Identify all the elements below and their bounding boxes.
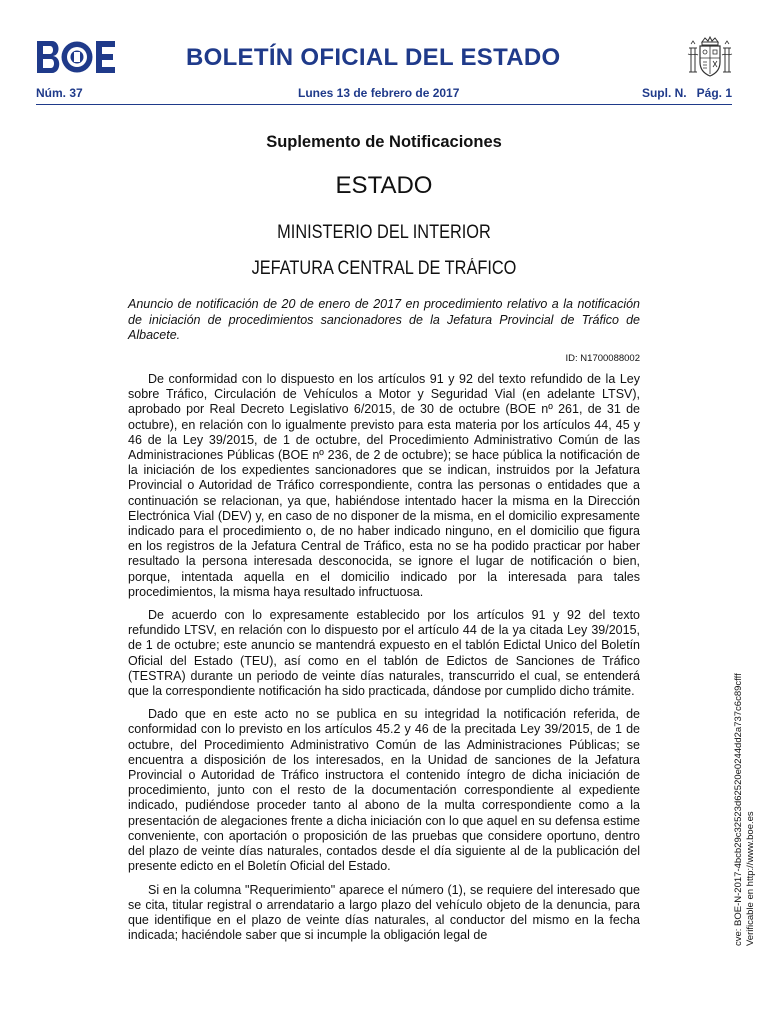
boe-logo-icon — [36, 40, 116, 74]
body-paragraph: De conformidad con lo dispuesto en los artículos 91 y 92 del texto refundido de la Ley sobre Tráfico, Circulación de Vehículos a Motor y Seguridad Vial (en adelante LTSV), aprobado por Real Decreto Legislativo 6/2015, de 30 de octubre (BOE nº 261, de 31 de octubre), en relación con lo igualmente previsto para esta materia por los artículos 44, 45 y 46 de la Ley 39/2015, de 1 de octubre, del Procedimiento Administrativo Común de las Administraciones Públicas (BOE nº 236, de 2 de octubre); se hace pública la notificación de la iniciación de los expedientes sancionadores que se indican, instruidos por la Jefatura Provincial o Autoridad de Tráfico correspondiente, contra las personas o entidades que a continuación se relacionan, ya que, habiéndose intentado hacer la misma en la Dirección Electrónica Vial (DEV) y, en caso de no disponer de la misma, en el domicilio expresamente indicado para el procedimiento o, de no haber indicado ninguno, en el domicilio que figura en los registros de la Jefatura Central de Tráfico, esta no se ha podido practicar por haber resultado la persona interesada desconocida, se ignore el lugar de notificación o bien, porque, intentada aquella en el domicilio indicado por la interesada para tales procedimientos, la misma haya resultado infructuosa. — [128, 372, 640, 599]
spain-coat-of-arms-icon — [686, 36, 734, 82]
supplement-label: Supl. N. — [641, 86, 687, 100]
document-id: ID: N1700088002 — [565, 353, 640, 364]
body-paragraph: De acuerdo con lo expresamente establecido por los artículos 91 y 92 del texto refundido LTSV, en relación con lo dispuesto por el artículo 44 de la ya citada Ley 39/2015, de 1 de octubre; este anuncio se mantendrá expuesto en el tablón Edictal Unico del Boletín Oficial del Estado (TEU), así como en el tablón de Edictos de Sanciones de Tráfico (TESTRA) durante un periodo de veinte días naturales, transcurrido el cual, se entenderá que la correspondiente notificación ha sido practicada, dándose por cumplido dicho trámite. — [128, 608, 640, 699]
page-number: Pág. 1 — [696, 86, 732, 100]
issue-number: Núm. 37 — [36, 86, 83, 100]
supplement-title: Suplemento de Notificaciones — [266, 133, 502, 151]
header-rule — [36, 104, 732, 105]
body-paragraph: Dado que en este acto no se publica en su integridad la notificación referida, de conformidad con lo previsto en los artículos 45.2 y 46 de la precitada Ley 39/2015, de 1 de octubre, del Procedimiento Administrativo Común de las Administraciones Públicas; se encuentra a disposición de los interesados, en la Unidad de sanciones de la Jefatura Provincial o Autoridad de Tráfico instructora el contenido íntegro de dicha iniciación de procedimiento, junto con el resto de la documentación correspondiente al expediente indicado, pudiéndose proceder tanto al abono de la multa correspondiente como a la presentación de alegaciones frente a dicha iniciación con lo que aquel en su defensa estime conveniente, con aportación o proposición de las pruebas que considere oportuno, dentro del plazo de veinte días naturales, contados desde el día siguiente al de la publicación del presente edicto en el Boletín Oficial del Estado. — [128, 707, 640, 874]
document-body — [128, 372, 640, 951]
verification-link[interactable]: Verificable en http://www.boe.es — [745, 811, 756, 946]
section-heading: ESTADO — [335, 172, 433, 199]
page-info — [632, 86, 732, 100]
agency-heading: JEFATURA CENTRAL DE TRÁFICO — [251, 258, 517, 279]
publication-date: Lunes 13 de febrero de 2017 — [298, 86, 460, 100]
bulletin-title: BOLETÍN OFICIAL DEL ESTADO — [186, 44, 561, 71]
cve-code: cve: BOE-N-2017-4bcb29c32523d62520e0244dd2a737c6c89cfff — [733, 673, 744, 946]
header-meta — [36, 86, 732, 104]
announcement-summary: Anuncio de notificación de 20 de enero de 2017 en procedimiento relativo a la notificación de iniciación de procedimientos sancionadores de la Jefatura Provincial de Tráfico de Albacete. — [128, 297, 640, 342]
body-paragraph: Si en la columna "Requerimiento" aparece el número (1), se requiere del interesado que se cita, titular registral o arrendatario a largo plazo del vehículo objeto de la denuncia, para que identifique en el plazo de veinte días naturales, al conductor del mismo en la fecha indicada; haciéndole saber que si incumple la obligación legal de — [128, 882, 640, 943]
ministry-heading: MINISTERIO DEL INTERIOR — [277, 222, 491, 243]
